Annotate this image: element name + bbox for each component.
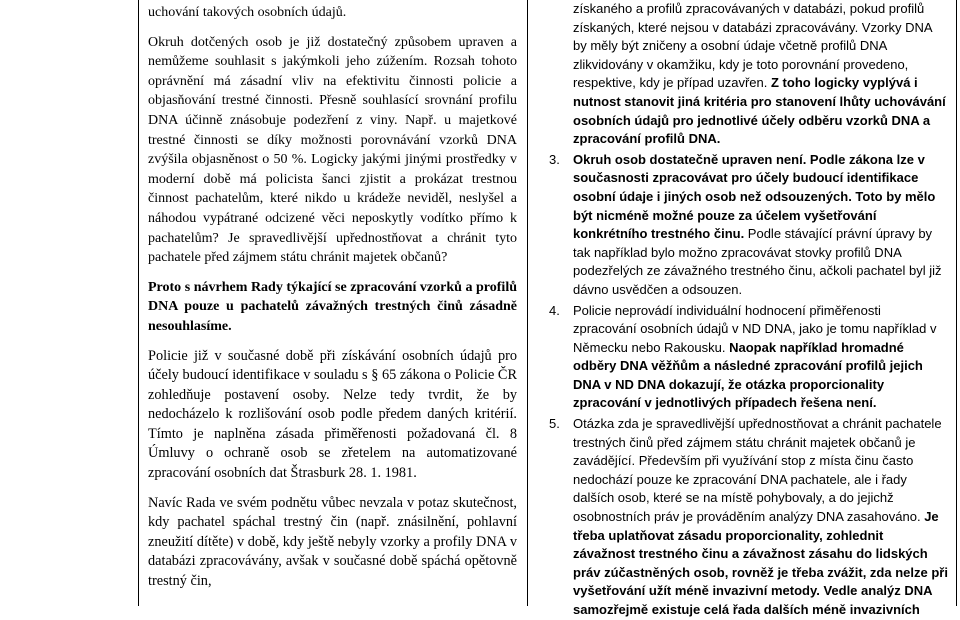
left-paragraph-3: Proto s návrhem Rady týkající se zpracování vzorků a profilů DNA pouze u pachatelů závažných trestných činů zásadně nesouhlasíme. — [148, 279, 517, 334]
left-paragraph-2 — [148, 33, 517, 268]
right-continuation-part-2: Z toho logicky vyplývá i nutnost stanovit jiná kritéria pro stanovení lhůty uchovávání osobních údajů pro jednotlivé účely odběru vzorků DNA a zpracování profilů DNA. — [573, 75, 946, 147]
list-item-part: Podle stávající právní úpravy by tak například bylo možno zpracovávat stovky profilů DNA podezřelých ze závažného trestného činu, ačkoli pachatel byl již dávno usvědčen a odsouzen. — [573, 226, 942, 297]
list-item-number: 3. — [549, 151, 560, 167]
list-item-part: Naopak například hromadné odběry DNA věžňům a následné zpracování profilů jejich DNA v ND DNA dokazují, že otázka proporcionality zpracování v jednotlivých případech řešena není. — [573, 339, 923, 411]
right-continuation-part-1: získaného a profilů zpracovávaných v databázi, pokud profilů získaných, které nejsou v databázi zpracovávány. Vzorky DNA by měly být zničeny a osobní údaje včetně profilů DNA zlikvidovány v okamžiku, kdy je toto porovnání provedeno, respektive, kdy je případ uzavřen. — [573, 1, 932, 91]
right-column — [540, 0, 948, 620]
left-paragraph-4: Policie již v současné době při získávání osobních údajů pro účely budoucí identifikace v souladu s § 65 zákona o Policie ČR zohledňuje postavení osoby. Nelze tedy tvrdit, že by nedocházelo k rozlišování osob podle předem daných kritérií. Tímto je naplněna zásada přiměřenosti požadovaná čl. 8 Úmluvy o ochraně osob se zřetelem na automatizované zpracování osobních dat Štrasburk 28. 1. 1981. — [148, 347, 517, 482]
left-paragraph-1: uchování takových osobních údajů. — [148, 5, 347, 20]
list-item-part: Je třeba uplatňovat zásadu proporcionality, zohlednit závažnost trestného činu a závažnost zásahu do lidských práv zúčastněných osob, rovněž je třeba zvážit, zda nelze při vyšetřování užít méně invazivní metody. Vedle analýz DNA samozřejmě existuje celá řada dalších méně invazivních — [573, 509, 948, 617]
list-item — [540, 415, 948, 620]
list-item-part: Okruh osob dostatečně upraven není. Podle zákona lze v současnosti zpracovávat pro účely budoucí identifikace osobní údaje i jiných osob než odsouzených. Toto by mělo být nicméně možné pouze za účelem vyšetřování konkrétního trestného činu. — [573, 151, 936, 242]
column-divider — [527, 0, 528, 606]
left-column — [148, 0, 517, 592]
left-paragraph-2-part-1: Okruh dotčených osob je již dostatečný způsobem upraven a nemůžeme souhlasit s jakýmkoli jeho zúžením. Rozsah tohoto oprávnění má zásadní vliv na efektivitu činnosti policie a objasňování trestné činnosti. Přesně souhlasící srovnání profilu DNA účinně znásobuje podezření z viny. Např. u majetkové trestné činnosti se díky možnosti porovnávání vzorků DNA zvýšila objasněnost o 50 %. — [148, 34, 517, 168]
list-item-number: 4. — [549, 302, 560, 318]
left-paragraph-5: Navíc Rada ve svém podnětu vůbec nevzala v potaz skutečnost, kdy pachatel spáchal trestný čin (např. znásilnění, pohlavní zneužití dítěte) v době, kdy ještě nebyly vzorky a profily DNA v databázi zpracovávány, avšak v současné době spáchá opětovně trestný čin, — [148, 494, 517, 590]
list-item-part: Otázka zda je spravedlivější upřednostňovat a chránit pachatele trestných činů před zájmem státu chránit majetek občanů je zavádějící. Především při využívání stop z místa činu často nedochází pouze ke zpracování DNA pachatele, ale i řady dalších osob, které se na místě pohybovaly, a do jejichž osobnostních práv je prováděním analýzy DNA zasahováno. — [573, 416, 942, 525]
right-continuation — [540, 0, 948, 149]
list-item — [540, 302, 948, 414]
list-item-part: Policie neprovádí individuální hodnocení přiměřenosti zpracování osobních údajů v ND DNA, jako je tomu například v Německu nebo Rakousku. — [573, 302, 937, 355]
left-paragraph-2-part-2: Logicky jakými jinými prostředky v moderní době má policista šanci zjistit a prokázat trestnou činnost pachatelům, které nikdo u krádeže neviděl, neslyšel a náhodou vypátrané odcizené věci neposkytly vodítko přímo k pachatelům? Je spravedlivější upřednostňovat a chránit tyto pachatele před zájmem státu chránit majetek občanů? — [148, 152, 517, 266]
list-item — [540, 151, 948, 300]
list-item-number: 5. — [549, 416, 560, 432]
